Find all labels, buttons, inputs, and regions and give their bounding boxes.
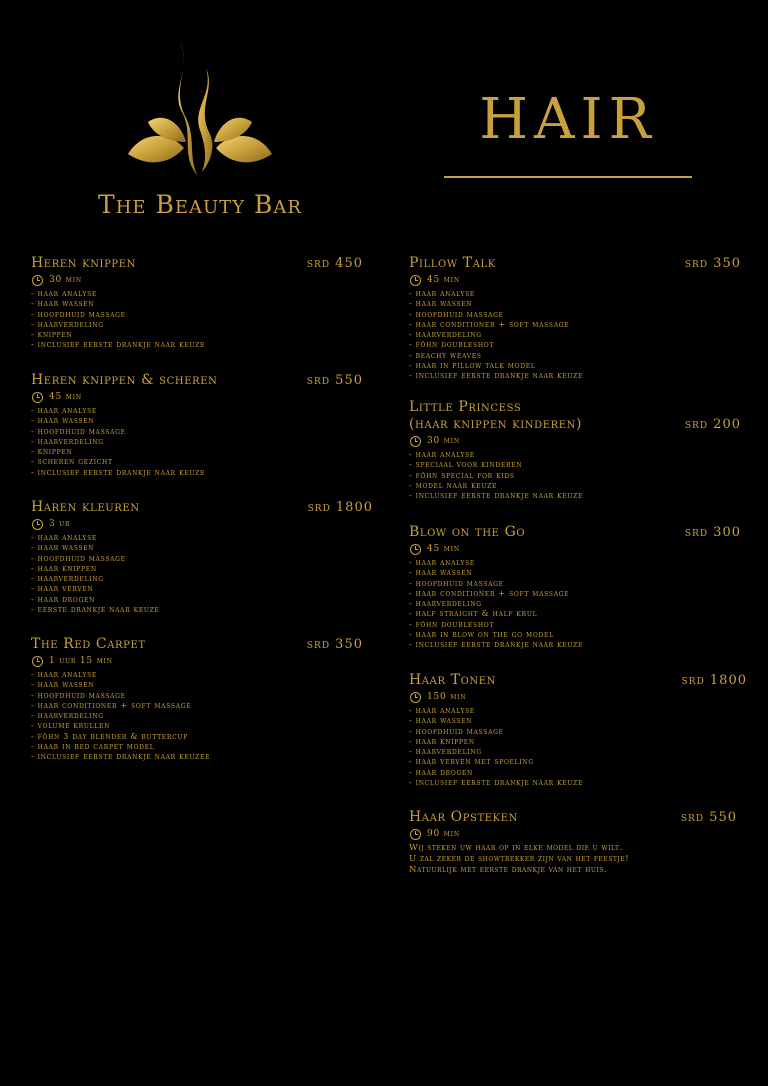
service-little-princess — [409, 399, 741, 501]
list-item: - haar wassen — [409, 716, 473, 726]
service-price: srd 550 — [306, 373, 363, 388]
description-line: Natuurlijk met eerste drankje van het huis. — [409, 865, 608, 875]
service-duration: 45 min — [49, 392, 82, 402]
feature-list — [409, 289, 741, 382]
list-item: - hoofdhuid massage — [31, 690, 126, 700]
list-item: - haar wassen — [31, 680, 95, 690]
service-pillow-talk — [409, 255, 741, 382]
list-item: - haar analyse — [31, 406, 97, 415]
list-item: - speciaal voor kinderen — [409, 460, 523, 470]
list-item: - föhn doubleshot — [409, 340, 495, 350]
list-item: - inclusief eerste drankje naar keuze — [409, 778, 584, 788]
feature-list — [31, 406, 363, 478]
list-item: - volume krullen — [31, 721, 111, 731]
service-price: srd 550 — [680, 810, 737, 825]
list-item: - hoofdhuid massage — [409, 309, 504, 319]
service-duration: 45 min — [427, 275, 460, 285]
list-item: - inclusief eerste drankje naar keuze — [409, 491, 584, 501]
list-item: - haar analyse — [31, 670, 97, 679]
list-item: - haar conditioner + soft massage — [409, 588, 570, 598]
service-price: srd 1800 — [307, 500, 373, 515]
list-item: - haarverdeling — [31, 319, 104, 329]
list-item: - haar verven — [31, 584, 94, 594]
service-duration: 30 min — [49, 275, 82, 285]
list-item: - model naar keuze — [409, 480, 498, 490]
service-price: srd 300 — [684, 525, 741, 540]
clock-icon — [32, 656, 43, 667]
service-price: srd 450 — [306, 256, 363, 271]
page-title: HAIR — [479, 87, 657, 152]
list-item: - föhn 3 day blender & buttercup — [31, 731, 188, 741]
list-item: - haar knippen — [31, 563, 97, 573]
list-item: - knippen — [31, 447, 73, 457]
service-haar-opsteken — [409, 809, 737, 876]
list-item: - haar analyse — [31, 533, 97, 542]
service-haar-tonen — [409, 672, 747, 788]
service-name: Pillow Talk — [409, 255, 496, 271]
service-red-carpet — [31, 636, 363, 763]
clock-icon — [32, 275, 43, 286]
list-item: - haar wassen — [31, 543, 95, 553]
service-name: Haar Tonen — [409, 672, 496, 688]
clock-icon — [410, 275, 421, 286]
list-item: - inclusief eerste drankje naar keuzee — [31, 752, 211, 762]
feature-list — [409, 558, 741, 651]
list-item: - hoofdhuid massage — [31, 426, 126, 436]
service-price: srd 350 — [684, 256, 741, 271]
clock-icon — [410, 436, 421, 447]
list-item: - hoofdhuid massage — [409, 578, 504, 588]
list-item: - haar in pillow talk model — [409, 361, 536, 371]
list-item: - haar analyse — [409, 558, 475, 567]
service-haren-kleuren — [31, 499, 373, 615]
service-duration: 90 min — [427, 829, 460, 839]
list-item: - haar analyse — [31, 289, 97, 298]
service-name: Heren knippen — [31, 255, 137, 271]
feature-list — [31, 670, 363, 763]
service-name: Little Princess (haar knippen kinderen) — [409, 399, 583, 432]
service-price: srd 200 — [684, 417, 741, 432]
description-line: U zal zeker de showtrekker zijn van het feestje! — [409, 854, 630, 864]
service-price: srd 1800 — [681, 673, 747, 688]
list-item: - haar verven met spoeling — [409, 757, 534, 767]
list-item: - haar analyse — [409, 706, 475, 715]
list-item: - haar drogen — [409, 767, 473, 777]
service-duration: 1 uur 15 min — [49, 656, 113, 666]
list-item: - half straight & half krul — [409, 609, 538, 619]
clock-icon — [32, 519, 43, 530]
lotus-logo-icon — [100, 38, 300, 188]
list-item: - föhn special for kids — [409, 470, 515, 480]
list-item: - haarverdeling — [409, 330, 482, 340]
list-item: - haar drogen — [31, 594, 95, 604]
list-item: - scheren gezicht — [31, 457, 113, 467]
service-description — [409, 843, 737, 876]
feature-list — [31, 533, 373, 615]
service-name: Blow on the Go — [409, 524, 526, 540]
service-heren-knippen — [31, 255, 363, 351]
list-item: - haar analyse — [409, 289, 475, 298]
service-duration: 45 min — [427, 544, 460, 554]
service-name: Haren kleuren — [31, 499, 140, 515]
service-name: Haar Opsteken — [409, 809, 518, 825]
service-heren-knippen-scheren — [31, 372, 363, 478]
service-duration: 3 ur — [49, 519, 71, 529]
list-item: - haarverdeling — [31, 436, 104, 446]
list-item: - haar analyse — [409, 450, 475, 459]
list-item: - haar wassen — [409, 568, 473, 578]
list-item: - haarverdeling — [409, 747, 482, 757]
list-item: - hoofdhuid massage — [31, 553, 126, 563]
brand-name: The Beauty Bar — [98, 190, 302, 219]
list-item: - haarverdeling — [31, 711, 104, 721]
service-blow-on-the-go — [409, 524, 741, 651]
service-price: srd 350 — [306, 637, 363, 652]
clock-icon — [410, 692, 421, 703]
list-item: - inclusief eerste drankje naar keuze — [409, 371, 584, 381]
list-item: - beachy weaves — [409, 350, 482, 360]
list-item: - haar wassen — [31, 416, 95, 426]
list-item: - hoofdhuid massage — [31, 309, 126, 319]
list-item: - haarverdeling — [31, 574, 104, 584]
description-line: Wij steken uw haar op in elke model die u wilt. — [409, 843, 623, 853]
list-item: - föhn doubleshot — [409, 619, 495, 629]
list-item: - haar knippen — [409, 736, 475, 746]
service-duration: 30 min — [427, 436, 460, 446]
list-item: - haar in blow on the go model — [409, 630, 554, 640]
list-item: - inclusief eerste drankje naar keuze — [31, 340, 206, 350]
title-underline — [444, 176, 692, 178]
list-item: - inclusief eerste drankje naar keuze — [31, 467, 206, 477]
feature-list — [409, 706, 747, 788]
list-item: - haar wassen — [31, 299, 95, 309]
feature-list — [409, 450, 741, 501]
clock-icon — [410, 829, 421, 840]
service-duration: 150 min — [427, 692, 467, 702]
list-item: - inclusief eerste drankje naar keuze — [409, 640, 584, 650]
list-item: - haar conditioner + soft massage — [409, 319, 570, 329]
feature-list — [31, 289, 363, 351]
list-item: - haarverdeling — [409, 599, 482, 609]
service-name: The Red Carpet — [31, 636, 146, 652]
list-item: - haar wassen — [409, 299, 473, 309]
list-item: - hoofdhuid massage — [409, 726, 504, 736]
list-item: - haar conditioner + soft massage — [31, 700, 192, 710]
clock-icon — [410, 544, 421, 555]
list-item: - knippen — [31, 330, 73, 340]
service-name: Heren knippen & scheren — [31, 372, 218, 388]
list-item: - eerste drankje naar keuze — [31, 605, 160, 615]
clock-icon — [32, 392, 43, 403]
list-item: - haar in red carpet model — [31, 742, 155, 752]
